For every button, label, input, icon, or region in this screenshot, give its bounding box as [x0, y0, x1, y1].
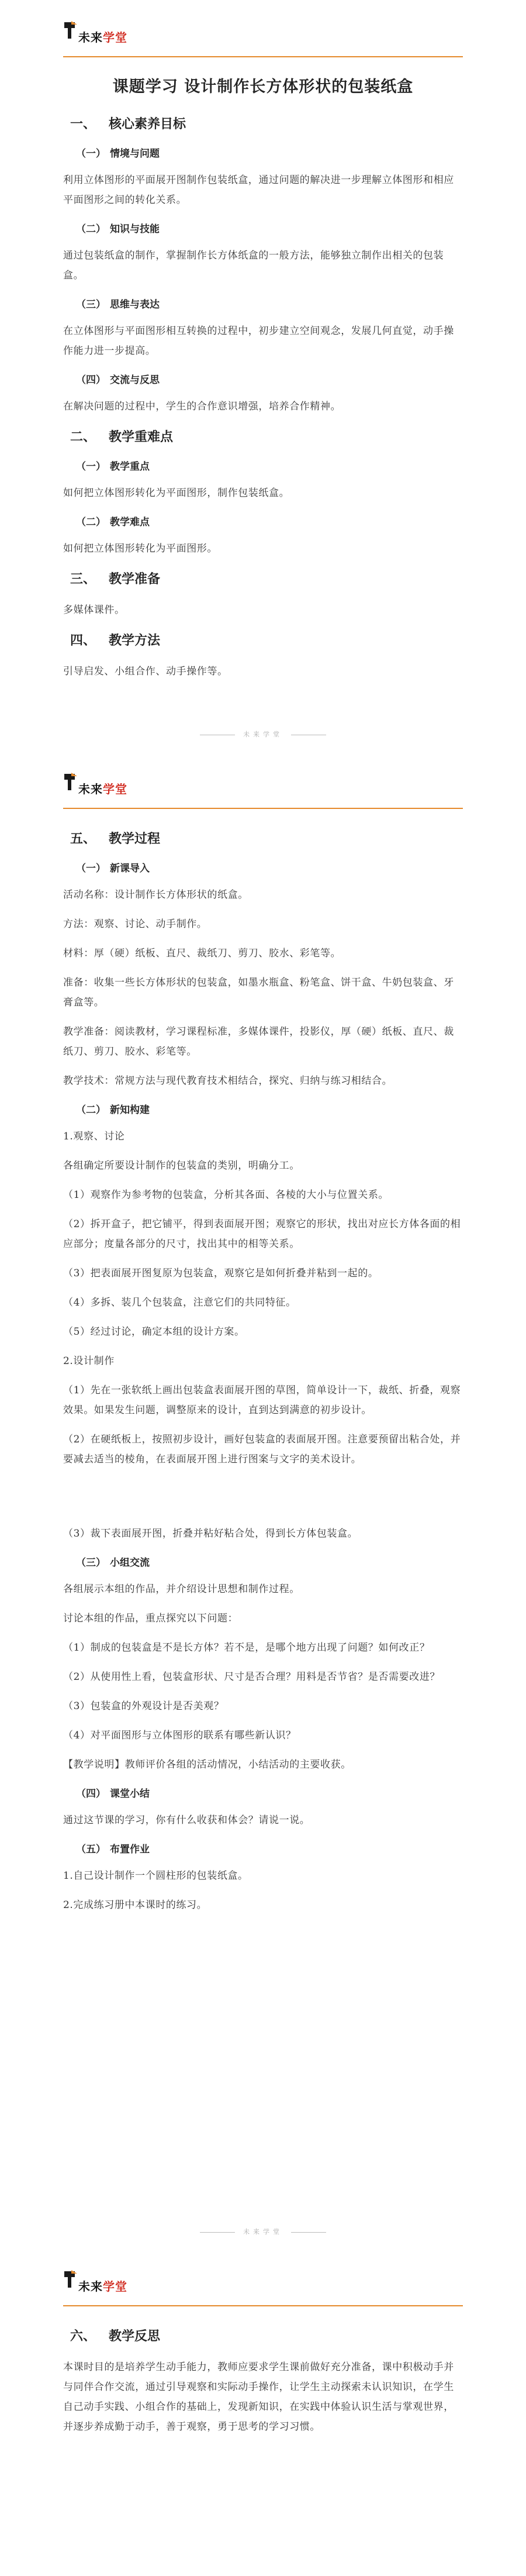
- page-header: [63, 752, 463, 810]
- paragraph: 讨论本组的作品，重点探究以下问题：: [63, 1613, 238, 1624]
- subsection-heading: （一） 情境与问题: [76, 148, 160, 160]
- page-4: [0, 2249, 526, 2576]
- paragraph: 引导启发、小组合作、动手操作等。: [63, 666, 228, 677]
- logo-text: 未来学堂: [78, 2279, 127, 2293]
- paragraph: （2）从使用性上看，包装盒形状、尺寸是否合理？用料是否节省？是否需要改进？: [63, 1671, 441, 1683]
- list-heading: 2.设计制作: [63, 1355, 115, 1367]
- page-footer: 未来学堂: [63, 729, 463, 741]
- paragraph: 如何把立体图形转化为平面图形。: [63, 543, 217, 555]
- paragraph: 各组确定所要设计制作的包装盒的类别，明确分工。: [63, 1160, 300, 1172]
- paragraph: 2.完成练习册中本课时的练习。: [63, 1899, 207, 1911]
- paragraph: 利用立体图形的平面展开图制作包装纸盒，通过问题的解决进一步理解立体图形和相应平面图形之间的转化关系。: [63, 174, 454, 206]
- page-header: [63, 2249, 463, 2308]
- subsection-heading: （二） 教学难点: [76, 516, 150, 528]
- header-rule: [63, 808, 463, 809]
- section-heading: 三、 教学准备: [70, 571, 161, 587]
- paragraph: 教学技术：常规方法与现代教育技术相结合，探究、归纳与练习相结合。: [63, 1075, 393, 1087]
- subsection-heading: （一） 教学重点: [76, 461, 150, 473]
- paragraph: （1）制成的包装盒是不是长方体？若不是，是哪个地方出现了问题？如何改正？: [63, 1642, 430, 1654]
- paragraph: 准备：收集一些长方体形状的包装盒，如墨水瓶盒、粉笔盒、饼干盒、牛奶包装盒、牙膏盒等。: [63, 977, 454, 1008]
- paragraph: （4）多拆、装几个包装盒，注意它们的共同特征。: [63, 1297, 296, 1308]
- page-3: [0, 1500, 526, 2249]
- paragraph: （2）在硬纸板上，按照初步设计，画好包装盒的表面展开图。注意要预留出粘合处，并要减去适当的棱角，在表面展开图上进行图案与文字的美术设计。: [63, 1434, 461, 1465]
- section-heading: 四、 教学方法: [70, 633, 161, 648]
- paragraph: 教学准备：阅读教材，学习课程标准，多媒体课件，投影仪，厚（硬）纸板、直尺、裁纸刀、剪刀、胶水、彩笔等。: [63, 1026, 454, 1058]
- subsection-heading: （二） 知识与技能: [76, 223, 160, 235]
- brand-logo: [63, 20, 139, 43]
- paragraph: 【教学说明】教师评价各组的活动情况，小结活动的主要收获。: [63, 1759, 351, 1771]
- subsection-heading: （三） 小组交流: [76, 1557, 150, 1569]
- paragraph: 在解决问题的过程中，学生的合作意识增强，培养合作精神。: [63, 401, 341, 412]
- paragraph: （5）经过讨论，确定本组的设计方案。: [63, 1326, 245, 1338]
- logo-icon: [63, 772, 78, 791]
- list-heading: 1.观察、讨论: [63, 1131, 125, 1142]
- logo-icon: [63, 20, 78, 40]
- subsection-heading: （三） 思维与表达: [76, 299, 160, 311]
- paragraph: 方法：观察、讨论、动手制作。: [63, 918, 207, 930]
- paragraph: 通过这节课的学习，你有什么收获和体会？请说一说。: [63, 1814, 310, 1826]
- section-heading: 五、 教学过程: [70, 831, 161, 846]
- paragraph: （3）裁下表面展开图，折叠并粘好粘合处，得到长方体包装盒。: [63, 1528, 358, 1540]
- paragraph: 各组展示本组的作品，并介绍设计思想和制作过程。: [63, 1583, 300, 1595]
- logo-text: 未来学堂: [78, 782, 127, 796]
- header-rule: [63, 56, 463, 57]
- paragraph: 活动名称：设计制作长方体形状的纸盒。: [63, 889, 248, 901]
- brand-logo: [63, 2269, 139, 2292]
- paragraph: 本课时目的是培养学生动手能力，教师应要求学生课前做好充分准备，课中积极动手并与同伴合作交流，通过引导观察和实际动手操作，让学生主动探索未认识知识，在学生自己动手实践、小组合作的基础上，发现新知识，在实践中体验认识生活与掌观世界，并逐步养成勤于动手，善于观察，勇于思考的学习习惯。: [63, 2361, 454, 2433]
- paragraph: 1.自己设计制作一个圆柱形的包装纸盒。: [63, 1870, 248, 1882]
- page-footer: 未来学堂: [63, 2227, 463, 2238]
- page-header: [63, 0, 463, 58]
- subsection-heading: （二） 新知构建: [76, 1104, 150, 1116]
- paragraph: 通过包装纸盒的制作，掌握制作长方体纸盒的一般方法，能够独立制作出相关的包装盒。: [63, 250, 444, 281]
- subsection-heading: （四） 交流与反思: [76, 374, 160, 386]
- brand-logo: [63, 772, 139, 795]
- paragraph: （1）先在一张软纸上画出包装盒表面展开图的草图，简单设计一下，裁纸、折叠，观察效果。如果发生问题，调整原来的设计，直到达到满意的初步设计。: [63, 1385, 461, 1416]
- subsection-heading: （一） 新课导入: [76, 863, 150, 874]
- page-2: [0, 752, 526, 1500]
- paragraph: 材料：厚（硬）纸板、直尺、裁纸刀、剪刀、胶水、彩笔等。: [63, 948, 341, 959]
- page-1: [0, 0, 526, 752]
- section-heading: 六、 教学反思: [70, 2329, 161, 2344]
- paragraph: 如何把立体图形转化为平面图形，制作包装纸盒。: [63, 487, 290, 499]
- section-heading: 一、 核心素养目标: [70, 116, 186, 132]
- paragraph: （4）对平面图形与立体图形的联系有哪些新认识？: [63, 1730, 296, 1741]
- paragraph: （3）包装盒的外观设计是否美观？: [63, 1700, 224, 1712]
- header-rule: [63, 2305, 463, 2306]
- logo-text: 未来学堂: [78, 30, 127, 44]
- subsection-heading: （五） 布置作业: [76, 1844, 150, 1855]
- page-title: 课题学习 设计制作长方体形状的包装纸盒: [112, 78, 414, 96]
- paragraph: 多媒体课件。: [63, 604, 125, 616]
- paragraph: 在立体图形与平面图形相互转换的过程中，初步建立空间观念，发展几何直觉，动手操作能力进一步提高。: [63, 325, 454, 357]
- section-heading: 二、 教学重难点: [70, 429, 174, 445]
- subsection-heading: （四） 课堂小结: [76, 1788, 150, 1800]
- paragraph: （2）拆开盒子，把它铺平，得到表面展开图；观察它的形状，找出对应长方体各面的相应部分；度量各部分的尺寸，找出其中的相等关系。: [63, 1218, 461, 1250]
- logo-icon: [63, 2269, 78, 2289]
- paragraph: （3）把表面展开图复原为包装盒，观察它是如何折叠并粘到一起的。: [63, 1268, 379, 1279]
- paragraph: （1）观察作为参考物的包装盒，分析其各面、各棱的大小与位置关系。: [63, 1189, 389, 1201]
